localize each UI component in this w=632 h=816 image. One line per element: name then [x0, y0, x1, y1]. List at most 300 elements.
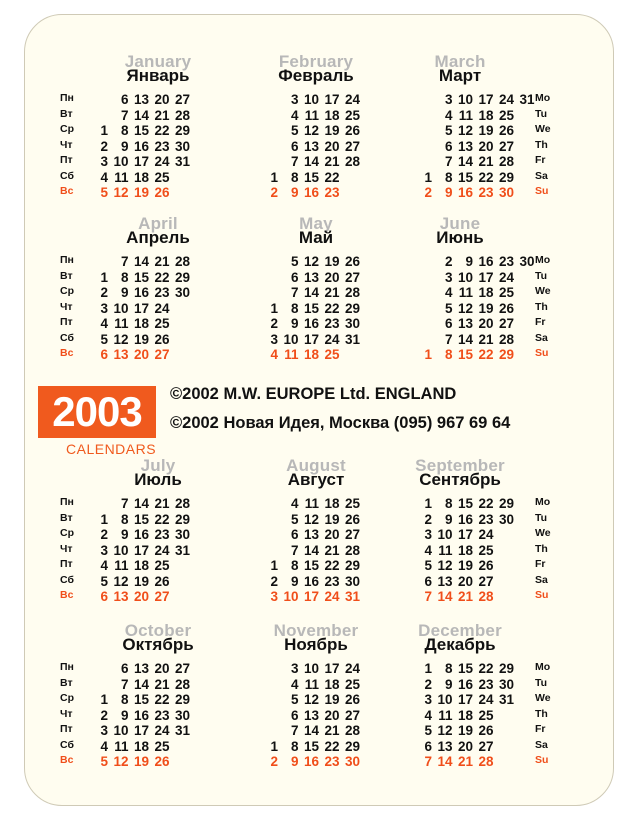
day-cell: 24: [344, 661, 360, 676]
day-cell: 13: [437, 573, 453, 589]
day-cell: 5: [100, 754, 108, 769]
day-cell: 10: [113, 154, 129, 169]
weekday-label-ru: Вс: [60, 589, 74, 601]
day-cell: 11: [114, 316, 129, 331]
day-cell: 22: [478, 169, 494, 185]
day-cell: 19: [133, 331, 149, 347]
day-cell: 8: [444, 347, 453, 362]
day-cell: 21: [324, 154, 340, 169]
weekday-label-en: Tu: [535, 269, 548, 282]
day-cell: 16: [457, 185, 473, 200]
weekday-label-ru: Сб: [60, 573, 74, 586]
day-cell: 9: [120, 138, 129, 154]
day-cell: 27: [344, 138, 360, 154]
month-name-ru: Май: [298, 228, 334, 247]
weekday-label-ru: Чт: [60, 542, 73, 555]
day-cell: 18: [324, 676, 340, 692]
day-cell: 28: [478, 754, 494, 769]
day-cell: 31: [519, 92, 535, 107]
day-cell: 29: [174, 511, 190, 527]
day-cell: 20: [478, 316, 494, 331]
day-cell: 29: [498, 496, 514, 511]
day-cell: 23: [478, 185, 494, 200]
day-cell: 11: [458, 285, 473, 300]
day-cell: 17: [133, 542, 149, 558]
day-cell: 10: [437, 527, 453, 542]
day-cell: 9: [290, 185, 299, 200]
day-cell: 21: [457, 589, 473, 604]
day-cell: 26: [154, 185, 170, 200]
day-cell: 23: [154, 527, 170, 542]
day-cell: 22: [324, 300, 340, 316]
day-cell: 15: [303, 300, 319, 316]
day-cell: 18: [133, 738, 149, 754]
day-cell: 24: [324, 589, 340, 604]
day-cell: 10: [303, 92, 319, 107]
day-cell: 4: [270, 347, 278, 362]
day-cell: 9: [290, 316, 299, 331]
day-cell: 23: [154, 707, 170, 723]
day-cell: 11: [304, 496, 319, 511]
day-cell: 18: [478, 107, 494, 123]
day-cell: 2: [100, 285, 108, 300]
weekday-label-en: We: [535, 692, 551, 704]
day-cell: 28: [344, 723, 360, 738]
day-cell: 8: [290, 300, 299, 316]
day-cell: 28: [498, 154, 514, 169]
day-cell: 7: [290, 154, 299, 169]
day-cell: 19: [457, 558, 473, 573]
month-name-ru: Март: [438, 66, 482, 85]
day-cell: 7: [120, 496, 129, 511]
weekday-label-en: Tu: [535, 676, 548, 689]
day-cell: 9: [444, 676, 453, 692]
day-cell: 24: [324, 331, 340, 347]
day-cell: 15: [133, 692, 149, 707]
day-cell: 7: [290, 285, 299, 300]
weekday-label-ru: Пн: [60, 92, 74, 104]
day-cell: 6: [424, 738, 432, 754]
day-cell: 29: [174, 269, 190, 285]
weekday-label-en: We: [535, 527, 551, 539]
month-name-ru: Август: [287, 470, 345, 489]
day-cell: 15: [457, 347, 473, 362]
weekday-label-en: Th: [535, 707, 548, 720]
day-cell: 13: [437, 738, 453, 754]
day-cell: 26: [344, 511, 360, 527]
weekday-label-en: Sa: [535, 738, 548, 751]
weekday-label-ru: Ср: [60, 692, 74, 704]
day-cell: 1: [100, 511, 108, 527]
weekday-label-ru: Пт: [60, 558, 73, 570]
day-cell: 23: [324, 185, 340, 200]
day-cell: 14: [133, 496, 149, 511]
day-cell: 27: [498, 138, 514, 154]
day-cell: 13: [303, 527, 319, 542]
day-cell: 9: [444, 185, 453, 200]
day-cell: 13: [133, 92, 149, 107]
day-cell: 3: [290, 92, 299, 107]
day-cell: 1: [270, 738, 278, 754]
day-cell: 21: [324, 542, 340, 558]
day-cell: 17: [457, 692, 473, 707]
day-cell: 4: [100, 738, 108, 754]
day-cell: 26: [498, 300, 514, 316]
weekday-label-en: Mo: [535, 496, 551, 508]
day-cell: 12: [437, 558, 453, 573]
day-cell: 2: [270, 316, 278, 331]
day-cell: 18: [457, 542, 473, 558]
day-cell: 27: [344, 707, 360, 723]
day-cell: 16: [303, 185, 319, 200]
day-cell: 12: [437, 723, 453, 738]
day-cell: 20: [324, 707, 340, 723]
logo-year: 2003: [52, 388, 142, 435]
day-cell: 31: [344, 331, 360, 347]
day-cell: 22: [154, 123, 170, 138]
day-cell: 24: [344, 92, 360, 107]
day-cell: 21: [154, 254, 170, 269]
day-cell: 31: [174, 542, 190, 558]
day-cell: 29: [174, 123, 190, 138]
day-cell: 6: [100, 347, 108, 362]
day-cell: 22: [154, 692, 170, 707]
month-name-ru: Февраль: [278, 66, 354, 85]
day-cell: 10: [437, 692, 453, 707]
day-cell: 1: [424, 661, 432, 676]
day-cell: 20: [457, 738, 473, 754]
day-cell: 13: [303, 707, 319, 723]
weekday-label-ru: Вс: [60, 185, 74, 197]
month-name-ru: Апрель: [126, 228, 190, 247]
day-cell: 22: [324, 169, 340, 185]
day-cell: 10: [303, 661, 319, 676]
day-cell: 20: [154, 92, 170, 107]
day-cell: 19: [478, 300, 494, 316]
day-cell: 30: [174, 527, 190, 542]
day-cell: 29: [344, 738, 360, 754]
weekday-label-en: Tu: [535, 107, 548, 120]
day-cell: 9: [444, 511, 453, 527]
day-cell: 15: [133, 511, 149, 527]
day-cell: 3: [100, 542, 108, 558]
day-cell: 24: [478, 527, 494, 542]
weekday-label-ru: Ср: [60, 285, 74, 297]
day-cell: 17: [457, 527, 473, 542]
day-cell: 5: [100, 185, 108, 200]
day-cell: 7: [424, 754, 432, 769]
day-cell: 17: [324, 92, 340, 107]
weekday-label-ru: Вт: [60, 107, 73, 120]
day-cell: 26: [154, 573, 170, 589]
day-cell: 17: [478, 92, 494, 107]
day-cell: 6: [424, 573, 432, 589]
day-cell: 25: [498, 107, 514, 123]
weekday-label-en: Th: [535, 138, 548, 151]
day-cell: 9: [465, 254, 473, 269]
day-cell: 30: [344, 754, 360, 769]
day-cell: 20: [324, 269, 340, 285]
month-name-ru: Июль: [134, 470, 182, 489]
day-cell: 16: [133, 527, 149, 542]
weekday-label-ru: Вт: [60, 269, 73, 282]
day-cell: 4: [290, 496, 299, 511]
day-cell: 10: [283, 589, 299, 604]
month-name-ru: Октябрь: [122, 635, 194, 654]
weekday-label-en: We: [535, 123, 551, 135]
day-cell: 25: [344, 496, 360, 511]
day-cell: 13: [303, 269, 319, 285]
day-cell: 21: [154, 496, 170, 511]
day-cell: 17: [303, 589, 319, 604]
weekday-label-en: We: [535, 285, 551, 297]
day-cell: 5: [444, 300, 453, 316]
day-cell: 13: [133, 661, 149, 676]
day-cell: 3: [100, 300, 108, 316]
weekday-label-ru: Вс: [60, 347, 74, 359]
day-cell: 12: [113, 331, 129, 347]
day-cell: 24: [498, 92, 514, 107]
day-cell: 11: [438, 707, 453, 723]
day-cell: 27: [478, 738, 494, 754]
day-cell: 15: [303, 738, 319, 754]
weekday-label-en: Fr: [535, 558, 546, 570]
day-cell: 12: [303, 254, 319, 269]
day-cell: 13: [113, 347, 129, 362]
day-cell: 18: [133, 169, 149, 185]
day-cell: 6: [290, 138, 299, 154]
day-cell: 5: [424, 558, 432, 573]
day-cell: 16: [457, 511, 473, 527]
day-cell: 5: [444, 123, 453, 138]
day-cell: 17: [478, 269, 494, 285]
weekday-label-en: Mo: [535, 92, 551, 104]
day-cell: 20: [457, 573, 473, 589]
copyright-line-1: ©2002 M.W. EUROPE Ltd. ENGLAND: [170, 385, 457, 403]
day-cell: 27: [478, 573, 494, 589]
day-cell: 6: [100, 589, 108, 604]
day-cell: 15: [303, 169, 319, 185]
day-cell: 11: [304, 676, 319, 692]
day-cell: 5: [100, 573, 108, 589]
day-cell: 2: [100, 707, 108, 723]
day-cell: 30: [174, 707, 190, 723]
day-cell: 25: [478, 707, 494, 723]
day-cell: 14: [303, 154, 319, 169]
day-cell: 24: [478, 692, 494, 707]
month-name-ru: Сентябрь: [419, 470, 501, 489]
day-cell: 16: [133, 707, 149, 723]
day-cell: 9: [290, 573, 299, 589]
day-cell: 10: [113, 542, 129, 558]
weekday-label-en: Su: [535, 185, 549, 197]
day-cell: 15: [133, 269, 149, 285]
day-cell: 23: [478, 676, 494, 692]
day-cell: 22: [154, 511, 170, 527]
day-cell: 8: [120, 692, 129, 707]
day-cell: 7: [120, 676, 129, 692]
day-cell: 9: [120, 285, 129, 300]
day-cell: 24: [498, 269, 514, 285]
day-cell: 4: [100, 316, 108, 331]
day-cell: 10: [113, 723, 129, 738]
day-cell: 17: [133, 723, 149, 738]
day-cell: 18: [324, 496, 340, 511]
weekday-label-en: Sa: [535, 169, 548, 182]
weekday-label-ru: Сб: [60, 331, 74, 344]
day-cell: 19: [324, 254, 340, 269]
day-cell: 8: [290, 738, 299, 754]
month-name-en: July: [140, 456, 176, 475]
month-name-ru: Июнь: [436, 228, 484, 247]
day-cell: 3: [424, 692, 432, 707]
weekday-label-ru: Пт: [60, 723, 73, 735]
day-cell: 26: [478, 723, 494, 738]
day-cell: 14: [437, 754, 453, 769]
day-cell: 13: [113, 589, 129, 604]
month-name-en: August: [286, 456, 346, 475]
day-cell: 10: [457, 92, 473, 107]
weekday-label-ru: Пн: [60, 496, 74, 508]
day-cell: 3: [100, 723, 108, 738]
day-cell: 14: [303, 723, 319, 738]
copyright-line-2: ©2002 Новая Идея, Москва (095) 967 69 64: [170, 414, 511, 432]
day-cell: 19: [457, 723, 473, 738]
day-cell: 3: [270, 331, 278, 347]
day-cell: 25: [324, 347, 340, 362]
day-cell: 29: [344, 300, 360, 316]
day-cell: 22: [154, 269, 170, 285]
day-cell: 13: [457, 316, 473, 331]
day-cell: 27: [154, 347, 170, 362]
day-cell: 29: [498, 169, 514, 185]
day-cell: 19: [324, 511, 340, 527]
weekday-label-en: Mo: [535, 254, 551, 266]
day-cell: 9: [290, 754, 299, 769]
day-cell: 26: [344, 692, 360, 707]
day-cell: 18: [457, 707, 473, 723]
day-cell: 14: [133, 676, 149, 692]
day-cell: 23: [498, 254, 514, 269]
day-cell: 2: [424, 511, 432, 527]
day-cell: 20: [478, 138, 494, 154]
weekday-label-en: Su: [535, 754, 549, 766]
day-cell: 1: [270, 169, 278, 185]
day-cell: 5: [290, 511, 299, 527]
day-cell: 6: [444, 316, 453, 331]
day-cell: 4: [100, 169, 108, 185]
day-cell: 5: [290, 254, 299, 269]
day-cell: 8: [444, 496, 453, 511]
weekday-label-en: Tu: [535, 511, 548, 524]
day-cell: 30: [174, 138, 190, 154]
day-cell: 16: [133, 285, 149, 300]
day-cell: 6: [290, 527, 299, 542]
weekday-label-ru: Чт: [60, 707, 73, 720]
day-cell: 4: [424, 707, 432, 723]
day-cell: 28: [174, 496, 190, 511]
day-cell: 15: [303, 558, 319, 573]
day-cell: 30: [174, 285, 190, 300]
weekday-label-en: Fr: [535, 316, 546, 328]
day-cell: 28: [344, 154, 360, 169]
day-cell: 20: [133, 589, 149, 604]
day-cell: 25: [344, 676, 360, 692]
day-cell: 21: [478, 331, 494, 347]
day-cell: 2: [270, 754, 278, 769]
day-cell: 2: [270, 185, 278, 200]
weekday-label-en: Sa: [535, 573, 548, 586]
day-cell: 18: [133, 316, 149, 331]
day-cell: 20: [133, 347, 149, 362]
weekday-label-ru: Пт: [60, 154, 73, 166]
day-cell: 29: [174, 692, 190, 707]
day-cell: 22: [478, 661, 494, 676]
month-name-en: January: [124, 52, 192, 71]
day-cell: 25: [498, 285, 514, 300]
day-cell: 14: [133, 107, 149, 123]
day-cell: 22: [324, 558, 340, 573]
day-cell: 7: [444, 331, 453, 347]
day-cell: 11: [114, 558, 129, 573]
day-cell: 26: [344, 254, 360, 269]
day-cell: 1: [100, 269, 108, 285]
day-cell: 21: [457, 754, 473, 769]
day-cell: 6: [120, 92, 129, 107]
day-cell: 14: [457, 154, 473, 169]
day-cell: 10: [113, 300, 129, 316]
day-cell: 12: [457, 123, 473, 138]
day-cell: 28: [174, 254, 190, 269]
day-cell: 23: [154, 285, 170, 300]
day-cell: 28: [478, 589, 494, 604]
day-cell: 31: [344, 589, 360, 604]
day-cell: 28: [344, 542, 360, 558]
day-cell: 9: [120, 707, 129, 723]
day-cell: 10: [457, 269, 473, 285]
day-cell: 30: [498, 185, 514, 200]
month-name-en: April: [138, 214, 178, 233]
day-cell: 14: [457, 331, 473, 347]
day-cell: 27: [498, 316, 514, 331]
day-cell: 11: [304, 107, 319, 123]
weekday-label-ru: Сб: [60, 169, 74, 182]
day-cell: 19: [324, 123, 340, 138]
day-cell: 2: [100, 527, 108, 542]
day-cell: 6: [120, 661, 129, 676]
weekday-label-ru: Вт: [60, 511, 73, 524]
day-cell: 2: [424, 185, 432, 200]
month-name-en: December: [418, 621, 502, 640]
day-cell: 23: [154, 138, 170, 154]
day-cell: 20: [324, 527, 340, 542]
day-cell: 5: [290, 692, 299, 707]
day-cell: 22: [478, 347, 494, 362]
day-cell: 30: [498, 676, 514, 692]
day-cell: 27: [344, 269, 360, 285]
day-cell: 12: [113, 754, 129, 769]
day-cell: 29: [498, 347, 514, 362]
weekday-label-ru: Вс: [60, 754, 74, 766]
day-cell: 16: [457, 676, 473, 692]
day-cell: 4: [290, 676, 299, 692]
day-cell: 26: [498, 123, 514, 138]
weekday-label-en: Th: [535, 300, 548, 313]
day-cell: 21: [154, 676, 170, 692]
day-cell: 12: [113, 185, 129, 200]
day-cell: 8: [290, 558, 299, 573]
day-cell: 10: [283, 331, 299, 347]
